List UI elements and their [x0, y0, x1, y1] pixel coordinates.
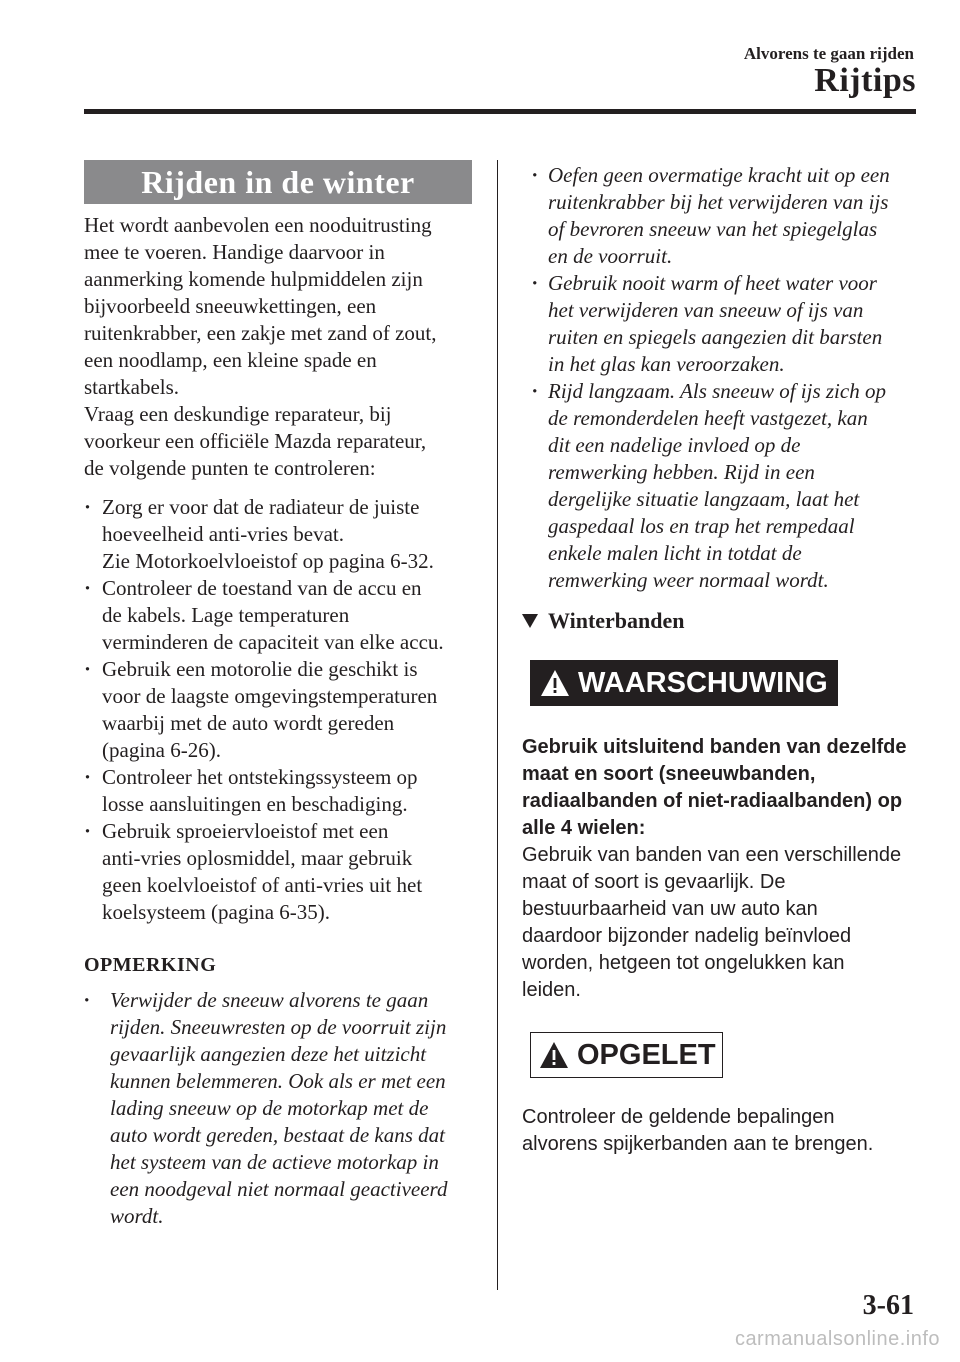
warning-icon	[540, 669, 570, 697]
note-line: een noodgeval niet normaal geactiveerd	[110, 1177, 448, 1201]
caution-icon	[539, 1041, 569, 1069]
header-rule	[84, 109, 916, 114]
note-line: · Oefen geen overmatige kracht uit op een	[548, 163, 890, 187]
column-divider	[497, 160, 498, 1290]
list-item-line: · Controleer de toestand van de accu en	[102, 576, 422, 600]
header-chapter: Alvorens te gaan rijden	[743, 44, 914, 63]
intro-line: Het wordt aanbevolen een nooduitrusting	[84, 213, 432, 237]
note-line: · Rijd langzaam. Als sneeuw of ijs zich op	[548, 379, 886, 403]
note-list	[84, 987, 474, 1230]
intro-line: bijvoorbeeld sneeuwkettingen, een	[84, 294, 377, 318]
warning-line: worden, hetgeen tot ongelukken kan	[522, 952, 845, 974]
list-item	[84, 764, 474, 818]
warning-bold-line: alle 4 wielen:	[522, 817, 646, 839]
note-title: OPMERKING	[84, 954, 217, 976]
warning-bold-line: Gebruik uitsluitend banden van dezelfde	[522, 736, 907, 758]
note-line: ruitenkrabber bij het verwijderen van ijs	[548, 190, 889, 214]
warning-bold-line: maat en soort (sneeuwbanden,	[522, 763, 816, 785]
note-line: lading sneeuw op de motorkap met de	[110, 1096, 429, 1120]
list-item-line: de kabels. Lage temperaturen	[102, 603, 350, 627]
intro-line: de volgende punten te controleren:	[84, 456, 376, 480]
list-item-line: verminderen de capaciteit van elke accu.	[102, 630, 444, 654]
note-line: of bevroren sneeuw van het spiegelglas	[548, 217, 878, 241]
right-column	[522, 162, 922, 1158]
list-item-line: (pagina 6-26).	[102, 738, 221, 762]
note-item	[522, 162, 922, 270]
note-line: · Gebruik nooit warm of heet water voor	[548, 271, 877, 295]
note-item	[522, 270, 922, 378]
note-line: het verwijderen van sneeuw of ijs van	[548, 298, 864, 322]
intro-paragraph	[84, 212, 474, 482]
list-item-line: · Zorg er voor dat de radiateur de juiste	[102, 495, 420, 519]
list-item	[84, 575, 474, 656]
note-line: kunnen belemmeren. Ook als er met een	[110, 1069, 446, 1093]
note-line: het systeem van de actieve motorkap in	[110, 1150, 439, 1174]
section-title: Rijden in de winter	[84, 160, 472, 204]
note-line: remwerking hebben. Rijd in een	[548, 460, 815, 484]
header-title: Rijtips	[814, 62, 916, 99]
note-line: en de voorruit.	[548, 244, 673, 268]
list-item-line: · Gebruik een motorolie die geschikt is	[102, 657, 418, 681]
warning-bold-line: radiaalbanden of niet-radiaalbanden) op	[522, 790, 903, 812]
note-line: de remonderdelen heeft vastgezet, kan	[548, 406, 868, 430]
note-line: dergelijke situatie langzaam, laat het	[548, 487, 860, 511]
page-number: 3-61	[862, 1290, 914, 1321]
warning-line: leiden.	[522, 979, 581, 1001]
warning-label-text: WAARSCHUWING	[578, 666, 828, 699]
winter-tires-heading	[522, 608, 922, 634]
checklist	[84, 494, 474, 926]
note-line: remwerking weer normaal wordt.	[548, 568, 829, 592]
list-item-line: anti-vries oplosmiddel, maar gebruik	[102, 846, 413, 870]
list-item-line: voor de laagste omgevingstemperaturen	[102, 684, 438, 708]
note-line: · Verwijder de sneeuw alvorens te gaan	[110, 988, 429, 1012]
winter-tires-heading-text: Winterbanden	[548, 608, 685, 633]
warning-label	[530, 660, 838, 706]
caution-line: alvorens spijkerbanden aan te brengen.	[522, 1133, 874, 1155]
list-item-line: waarbij met de auto wordt gereden	[102, 711, 395, 735]
note-line: in het glas kan veroorzaken.	[548, 352, 785, 376]
intro-line: voorkeur een officiële Mazda reparateur,	[84, 429, 427, 453]
note-item	[84, 987, 474, 1230]
note-line: gaspedaal los en trap het rempedaal	[548, 514, 855, 538]
intro-line: startkabels.	[84, 375, 180, 399]
caution-label	[530, 1032, 723, 1078]
note-line: rijden. Sneeuwresten op de voorruit zijn	[110, 1015, 447, 1039]
note-line: wordt.	[110, 1204, 164, 1228]
list-item-line: Zie Motorkoelvloeistof op pagina 6-32.	[102, 549, 434, 573]
intro-line: aanmerking komende hulpmiddelen zijn	[84, 267, 423, 291]
note-item	[522, 378, 922, 594]
intro-line: mee te voeren. Handige daarvoor in	[84, 240, 385, 264]
list-item-line: · Gebruik sproeiervloeistof met een	[102, 819, 389, 843]
list-item-line: geen koelvloeistof of anti-vries uit het	[102, 873, 423, 897]
warning-line: daardoor bijzonder nadelig beïnvloed	[522, 925, 852, 947]
list-item-line: · Controleer het ontstekingssysteem op	[102, 765, 418, 789]
caution-label-text: OPGELET	[577, 1038, 716, 1071]
list-item-line: hoeveelheid anti-vries bevat.	[102, 522, 344, 546]
list-item-line: koelsysteem (pagina 6-35).	[102, 900, 331, 924]
warning-line: Gebruik van banden van een verschillende	[522, 844, 902, 866]
warning-body	[522, 734, 922, 1004]
list-item	[84, 818, 474, 926]
list-item-line: losse aansluitingen en beschadiging.	[102, 792, 408, 816]
watermark: carmanualsonline.info	[734, 1328, 940, 1350]
note-line: enkele malen licht in totdat de	[548, 541, 802, 565]
caution-body	[522, 1104, 922, 1158]
note-line: dit een nadelige invloed op de	[548, 433, 801, 457]
note-line: auto wordt gereden, bestaat de kans dat	[110, 1123, 445, 1147]
note-line: ruiten en spiegels aangezien dit barsten	[548, 325, 883, 349]
left-column	[84, 160, 474, 1230]
list-item	[84, 494, 474, 575]
warning-line: bestuurbaarheid van uw auto kan	[522, 898, 818, 920]
caution-line: Controleer de geldende bepalingen	[522, 1106, 835, 1128]
note-list-continued	[522, 162, 922, 594]
intro-line: Vraag een deskundige reparateur, bij	[84, 402, 392, 426]
intro-line: ruitenkrabber, een zakje met zand of zout,	[84, 321, 437, 345]
intro-line: een noodlamp, een kleine spade en	[84, 348, 377, 372]
list-item	[84, 656, 474, 764]
triangle-down-icon	[522, 614, 538, 628]
warning-line: maat of soort is gevaarlijk. De	[522, 871, 786, 893]
note-line: gevaarlijk aangezien deze het uitzicht	[110, 1042, 427, 1066]
